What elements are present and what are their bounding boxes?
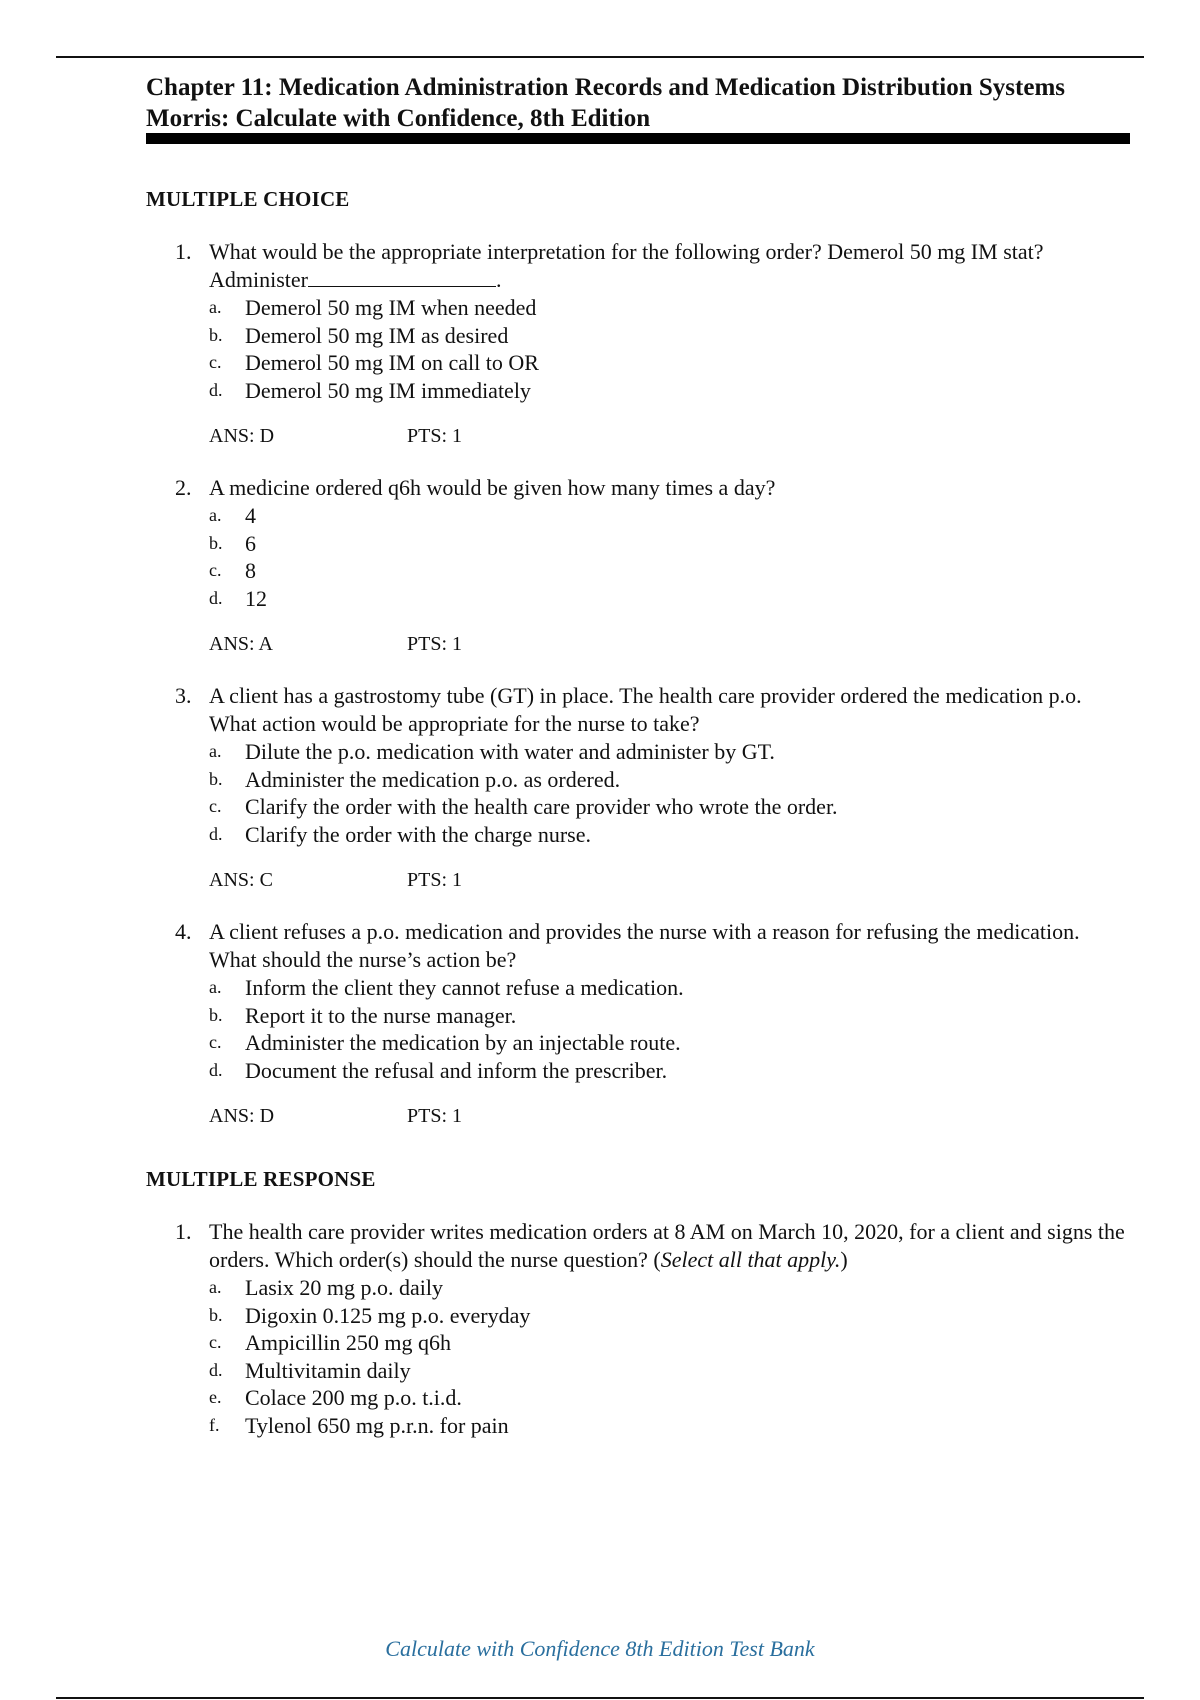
option-f: f. Tylenol 650 mg p.r.n. for pain (209, 1412, 509, 1438)
answer-line (209, 866, 1126, 894)
mr-question-1 (146, 1218, 1126, 1439)
question-stem: What would be the appropriate interpretation for the following order? Demerol 50 mg IM stat? Administer . (209, 239, 1044, 292)
option-d: d. Multivitamin daily (209, 1357, 411, 1383)
option-list (209, 294, 1126, 404)
answer-line (209, 422, 1126, 450)
option-a: a. 4 (209, 503, 256, 528)
option-list (209, 974, 1126, 1084)
answer-line (209, 630, 1126, 658)
answer-key: ANS: D (209, 1105, 275, 1127)
option-d: d. Demerol 50 mg IM immediately (209, 377, 531, 403)
question-stem: A client refuses a p.o. medication and provides the nurse with a reason for refusing the medication. What should the nurse’s action be? (209, 919, 1080, 972)
option-d: d. Clarify the order with the charge nurse. (209, 821, 591, 847)
answer-key: ANS: C (209, 869, 273, 891)
top-rule (56, 56, 1144, 58)
header-divider (146, 133, 1130, 144)
answer-blank (308, 266, 496, 287)
document-header (146, 72, 1130, 134)
option-d: d. Document the refusal and inform the prescriber. (209, 1057, 668, 1083)
answer-key: ANS: D (209, 425, 275, 447)
option-list (209, 502, 1126, 612)
option-c: c. Administer the medication by an injectable route. (209, 1030, 681, 1055)
answer-key: ANS: A (209, 633, 273, 655)
option-c: c. Clarify the order with the health care provider who wrote the order. (209, 794, 838, 819)
option-e: e. Colace 200 mg p.o. t.i.d. (209, 1385, 462, 1410)
question-number: 3. (175, 683, 192, 708)
option-list (209, 738, 1126, 848)
answer-line (209, 1102, 1126, 1130)
option-c: c. Demerol 50 mg IM on call to OR (209, 350, 539, 375)
option-c: c. Ampicillin 250 mg q6h (209, 1330, 451, 1355)
book-title: Morris: Calculate with Confidence, 8th Edition (146, 105, 651, 132)
points: PTS: 1 (407, 425, 463, 447)
option-a: a. Lasix 20 mg p.o. daily (209, 1275, 443, 1300)
option-a: a. Demerol 50 mg IM when needed (209, 295, 537, 320)
section-title-multiple-response: MULTIPLE RESPONSE (146, 1167, 376, 1191)
option-a: a. Dilute the p.o. medication with water and administer by GT. (209, 739, 775, 764)
points: PTS: 1 (407, 633, 463, 655)
footer-text: Calculate with Confidence 8th Edition Test Bank (385, 1636, 815, 1661)
select-all-instruction: Select all that apply. (660, 1247, 841, 1272)
question-number: 1. (175, 1219, 192, 1244)
question-number: 2. (175, 475, 192, 500)
bottom-rule (56, 1697, 1144, 1699)
option-b: b. 6 (209, 530, 256, 556)
option-a: a. Inform the client they cannot refuse a medication. (209, 975, 684, 1000)
option-c: c. 8 (209, 558, 256, 583)
option-d: d. 12 (209, 585, 267, 611)
question-stem: The health care provider writes medication orders at 8 AM on March 10, 2020, for a client and signs the orders. Which order(s) should the nurse question? (Select all that apply.) (209, 1219, 1125, 1272)
option-list (209, 1274, 1126, 1439)
question-stem: A medicine ordered q6h would be given how many times a day? (209, 475, 776, 500)
option-b: b. Administer the medication p.o. as ordered. (209, 766, 621, 792)
option-b: b. Digoxin 0.125 mg p.o. everyday (209, 1302, 531, 1328)
option-b: b. Demerol 50 mg IM as desired (209, 322, 509, 348)
question-number: 4. (175, 919, 192, 944)
option-b: b. Report it to the nurse manager. (209, 1002, 517, 1028)
mc-question-1 (146, 238, 1126, 450)
section-title-multiple-choice: MULTIPLE CHOICE (146, 187, 350, 211)
question-number: 1. (175, 239, 192, 264)
mc-question-2 (146, 474, 1126, 658)
chapter-title: Chapter 11: Medication Administration Records and Medication Distribution Systems (146, 74, 1065, 101)
question-content (146, 184, 1126, 1439)
question-stem: A client has a gastrostomy tube (GT) in place. The health care provider ordered the medication p.o. What action would be appropriate for the nurse to take? (209, 683, 1082, 736)
mc-question-3 (146, 682, 1126, 894)
mc-question-4 (146, 918, 1126, 1130)
points: PTS: 1 (407, 869, 463, 891)
points: PTS: 1 (407, 1105, 463, 1127)
